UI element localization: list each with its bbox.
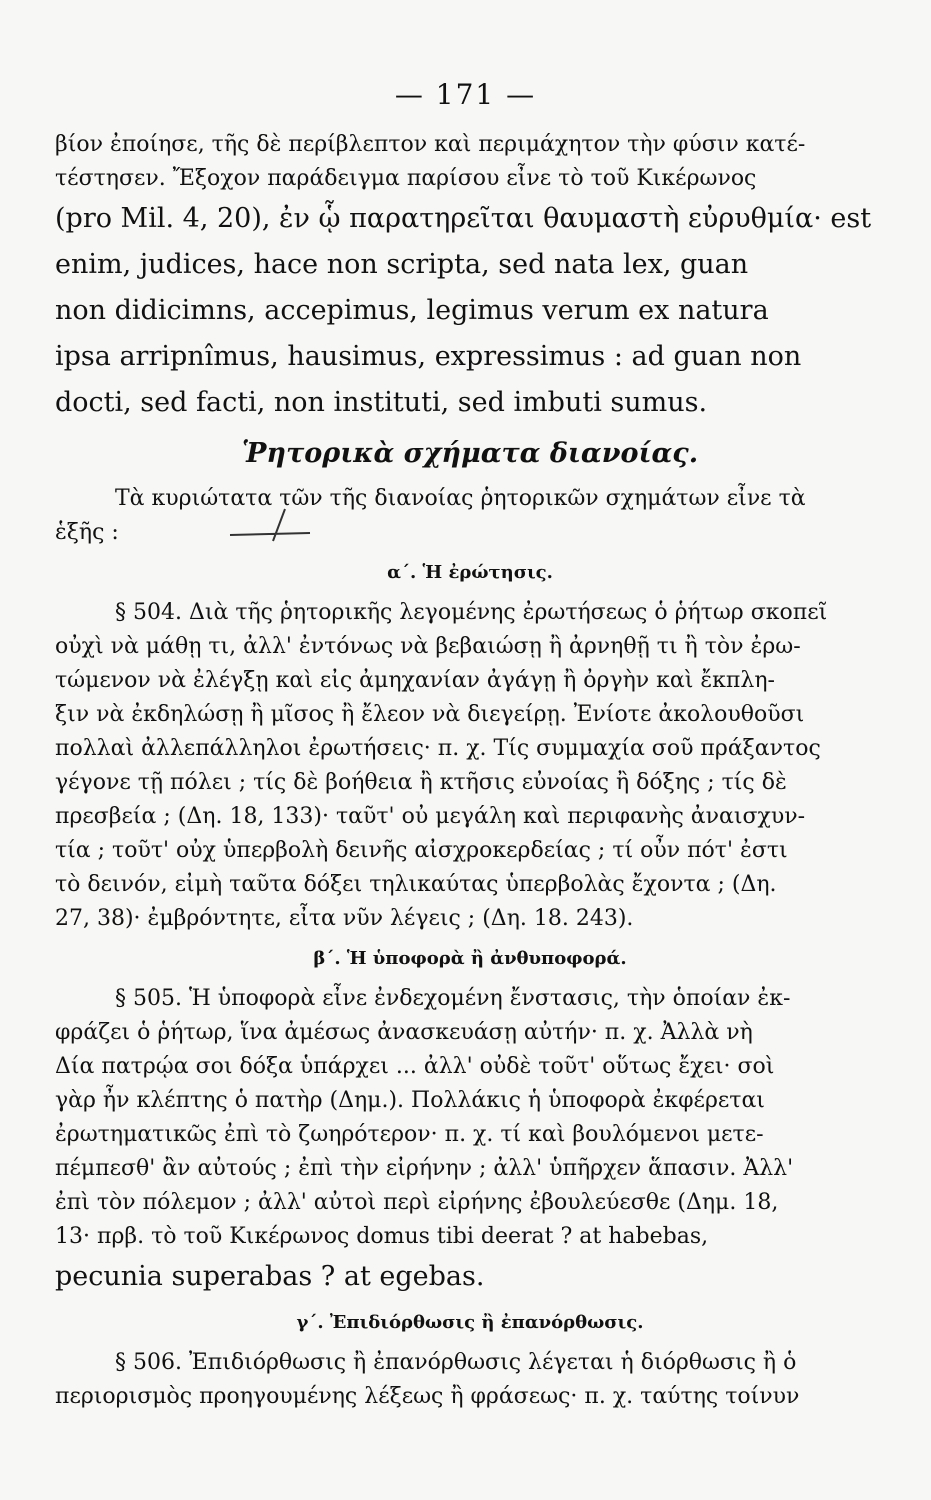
- text-line: ξιν νὰ ἐκδηλώσῃ ἢ μῖσος ἢ ἔλεον νὰ διεγείρῃ. Ἐνίοτε ἀκολουθοῦσι: [55, 702, 805, 727]
- text-line: τὸ δεινόν, εἰμὴ ταῦτα δόξει τηλικαύτας ὑπερβολὰς ἔχοντα ; (Δη.: [55, 872, 777, 897]
- text-line: περιορισμὸς προηγουμένης λέξεως ἢ φράσεως· π. χ. ταύτης τοίνυν: [55, 1384, 800, 1409]
- subheading-epidiorthosis: γ΄. Ἐπιδιόρθωσις ἢ ἐπανόρθωσις.: [296, 1312, 644, 1333]
- text-line: γὰρ ἦν κλέπτης ὁ πατὴρ (Δημ.). Πολλάκις ἡ ὑποφορὰ ἐκφέρεται: [55, 1088, 765, 1113]
- text-line: οὐχὶ νὰ μάθῃ τι, ἀλλ' ἐντόνως νὰ βεβαιώσῃ ἢ ἀρνηθῇ τι ἢ τὸν ἐρω-: [55, 634, 801, 659]
- text-line: τώμενον νὰ ἐλέγξῃ καὶ εἰς ἀμηχανίαν ἀγάγῃ ἢ ὀργὴν καὶ ἔκπλη-: [55, 668, 775, 693]
- text-line: πολλαὶ ἀλλεπάλληλοι ἐρωτήσεις· π. χ. Τίς συμμαχία σοῦ πράξαντος: [55, 736, 821, 761]
- text-line: § 505. Ἡ ὑποφορὰ εἶνε ἐνδεχομένη ἔνστασις, τὴν ὁποίαν ἐκ-: [115, 986, 791, 1011]
- text-line: 27, 38)· ἐμβρόντητε, εἶτα νῦν λέγεις ; (Δη. 18. 243).: [55, 906, 634, 931]
- text-line: ἐρωτηματικῶς ἐπὶ τὸ ζωηρότερον· π. χ. τί καὶ βουλόμενοι μετε-: [55, 1122, 764, 1147]
- text-line: πέμπεσθ' ἂν αὐτούς ; ἐπὶ τὴν εἰρήνην ; ἀλλ' ὑπῆρχεν ἅπασιν. Ἀλλ': [55, 1156, 794, 1181]
- text-line: pecunia superabas ? at egebas.: [55, 1261, 485, 1292]
- paragraph-506: [55, 1346, 885, 1414]
- page-number: — 171 —: [394, 78, 537, 111]
- paragraph-parison: [55, 128, 885, 426]
- text-line: (pro Mil. 4, 20), ἐν ᾧ παρατηρεῖται θαυμαστὴ εὐρυθμία· est: [55, 203, 872, 234]
- text-line: docti, sed facti, non instituti, sed imbuti sumus.: [55, 387, 708, 418]
- text-line: non didicimns, accepimus, legimus verum ex natura: [55, 295, 769, 326]
- text-line: πρεσβεία ; (Δη. 18, 133)· ταῦτ' οὐ μεγάλη καὶ περιφανὴς ἀναισχυν-: [55, 804, 806, 829]
- text-line: § 506. Ἐπιδιόρθωσις ἢ ἐπανόρθωσις λέγεται ἡ διόρθωσις ἢ ὁ: [115, 1350, 797, 1375]
- text-line: βίον ἐποίησε, τῆς δὲ περίβλεπτον καὶ περιμάχητον τὴν φύσιν κατέ-: [55, 132, 806, 157]
- text-line: φράζει ὁ ῥήτωρ, ἵνα ἀμέσως ἀνασκευάσῃ αὐτήν· π. χ. Ἀλλὰ νὴ: [55, 1020, 753, 1045]
- text-line: Δία πατρῴα σοι δόξα ὑπάρχει ... ἀλλ' οὐδὲ τοῦτ' οὕτως ἔχει· σοὶ: [55, 1054, 775, 1079]
- subheading-erotesis: α΄. Ἡ ἐρώτησις.: [387, 562, 553, 583]
- handwritten-cross-mark: [225, 505, 315, 545]
- paragraph-505: [55, 982, 885, 1300]
- intro-paragraph: [55, 482, 885, 550]
- paragraph-504: [55, 596, 885, 936]
- text-line: ipsa arripnîmus, hausimus, expressimus : ad guan non: [55, 341, 802, 372]
- text-line: ἐπὶ τὸν πόλεμον ; ἀλλ' αὐτοὶ περὶ εἰρήνης ἐβουλεύεσθε (Δημ. 18,: [55, 1190, 779, 1215]
- text-column: [55, 128, 885, 1414]
- section-heading: Ῥητορικὰ σχήματα διανοίας.: [241, 438, 699, 469]
- text-line: γέγονε τῇ πόλει ; τίς δὲ βοήθεια ἢ κτῆσις εὐνοίας ἢ δόξης ; τίς δὲ: [55, 770, 787, 795]
- text-line: τία ; τοῦτ' οὐχ ὑπερβολὴ δεινῆς αἰσχροκερδείας ; τί οὖν πότ' ἐστι: [55, 838, 788, 863]
- text-line: ἑξῆς :: [55, 520, 119, 545]
- text-line: § 504. Διὰ τῆς ῥητορικῆς λεγομένης ἐρωτήσεως ὁ ῥήτωρ σκοπεῖ: [115, 600, 828, 625]
- text-line: enim, judices, hace non scripta, sed nata lex, guan: [55, 249, 749, 280]
- text-line: 13· πρβ. τὸ τοῦ Κικέρωνος domus tibi deerat ? at habebas,: [55, 1224, 709, 1249]
- subheading-hypophora: β΄. Ἡ ὑποφορὰ ἢ ἀνθυποφορά.: [313, 948, 627, 969]
- text-line: τέστησεν. Ἔξοχον παράδειγμα παρίσου εἶνε τὸ τοῦ Κικέρωνος: [55, 166, 757, 191]
- text-line: Τὰ κυριώτατα τῶν τῆς διανοίας ῥητορικῶν σχημάτων εἶνε τὰ: [115, 486, 806, 511]
